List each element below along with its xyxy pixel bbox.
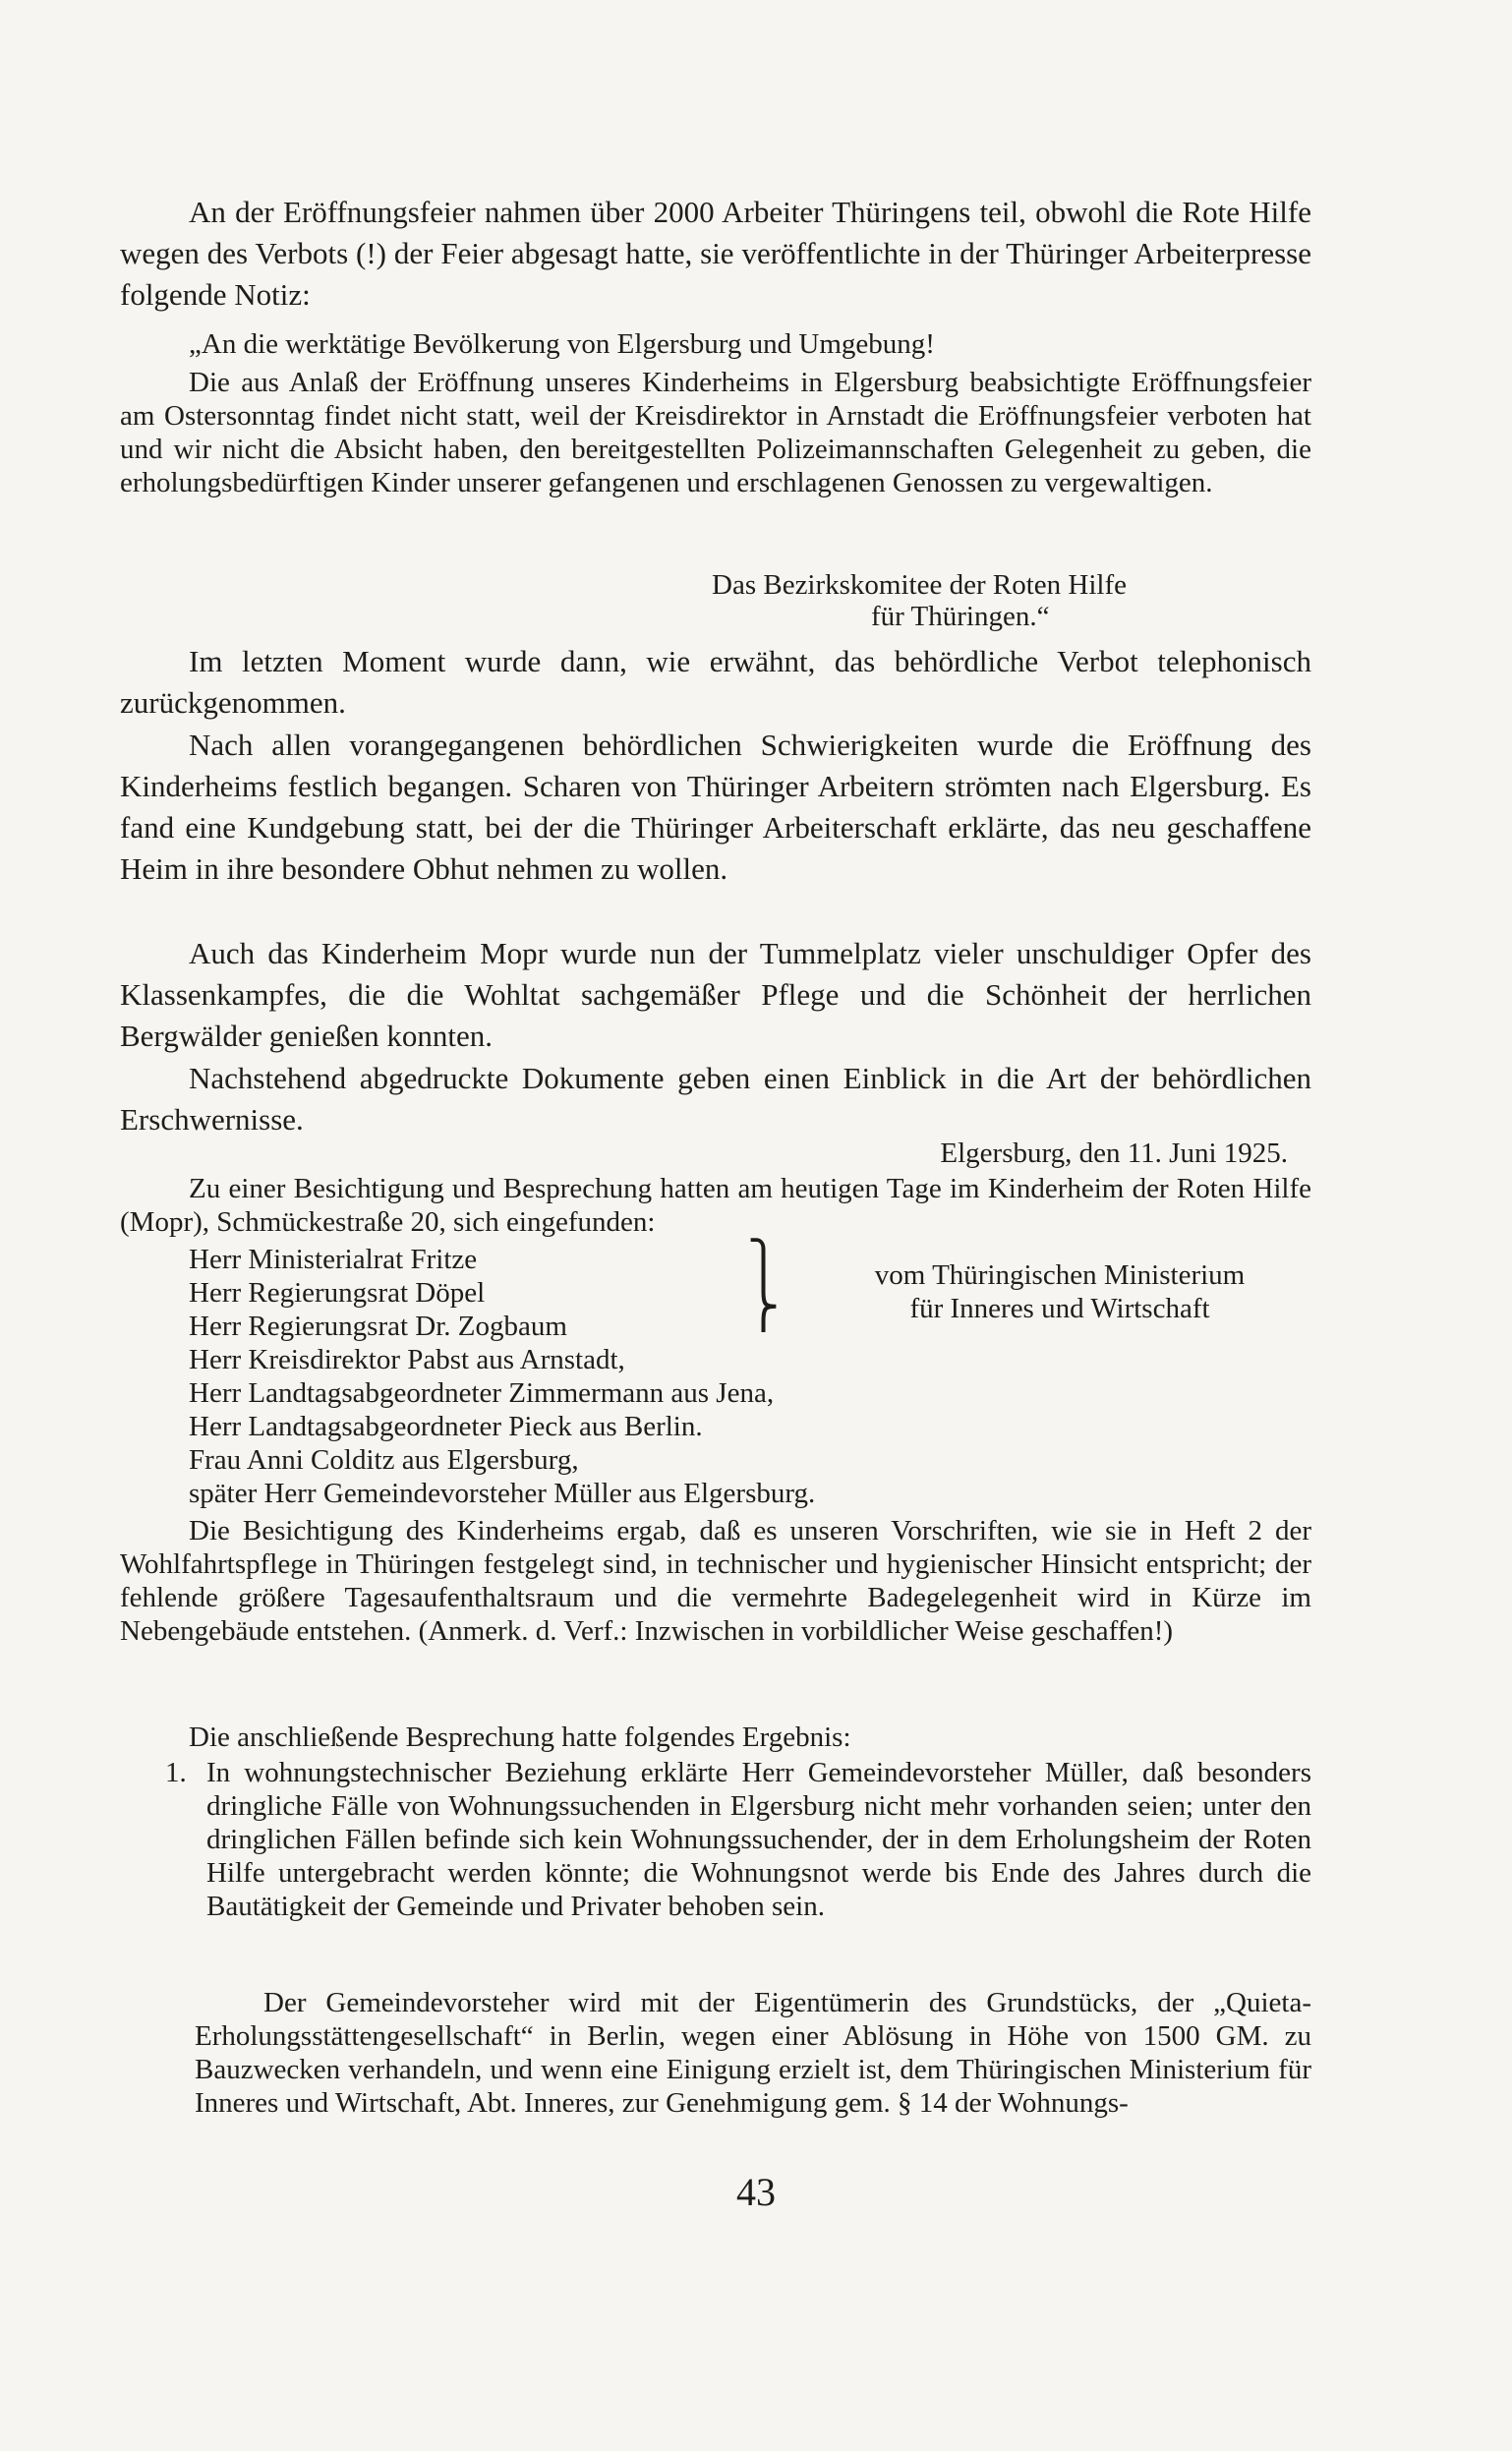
curly-brace-icon: ⎫ ⎬: [747, 1240, 780, 1331]
attendee-name: Herr Ministerialrat Fritze: [189, 1244, 478, 1275]
notice-signature-line2: für Thüringen.“: [871, 601, 1050, 632]
attendees-grouped-list: [189, 1243, 739, 1343]
document-date: Elgersburg, den 11. Juni 1925.: [940, 1138, 1288, 1169]
affiliation-line: vom Thüringischen Ministerium: [874, 1259, 1246, 1291]
notice-body: Die aus Anlaß der Eröffnung unseres Kinderheims in Elgersburg beabsichtigte Eröffnungsfeier am Ostersonntag findet nicht statt, weil der Kreisdirektor in Arnstadt die Eröffnungsfeier verboten hat und wir nicht die Absicht haben, den bereitgestellten Polizeimannschaften Gelegenheit zu geben, die erholungsbedürftigen Kinder unserer gefangenen und erschlagenen Genossen zu vergewaltigen.: [120, 367, 1311, 498]
paragraph-ban-lifted: Im letzten Moment wurde dann, wie erwähnt, das behördliche Verbot telephonisch zurückgenommen.: [120, 644, 1311, 720]
paragraph-inspection-result: Die Besichtigung des Kinderheims ergab, daß es unseren Vorschriften, wie sie in Heft 2 der Wohlfahrtspflege in Thüringen festgelegt sind, in technischer und hygienischer Hinsicht entspricht; der fehlende größere Tagesaufenthaltsraum und die vermehrte Badegelegenheit wird in Kürze im Nebengebäude entstehen. (Anmerk. d. Verf.: Inzwischen in vorbildlicher Weise geschaffen!): [120, 1515, 1311, 1647]
attendee-name: Herr Landtagsabgeordneter Zimmermann aus Jena,: [189, 1377, 775, 1409]
paragraph-documents-intro: Nachstehend abgedruckte Dokumente geben einen Einblick in die Art der behördlichen Erschwernisse.: [120, 1061, 1311, 1137]
notice-heading: „An die werktätige Bevölkerung von Elgersburg und Umgebung!: [189, 328, 935, 360]
document-intro: Zu einer Besichtigung und Besprechung hatten am heutigen Tage im Kinderheim der Roten Hilfe (Mopr), Schmückestraße 20, sich eingefunden:: [120, 1173, 1311, 1238]
affiliation-line: für Inneres und Wirtschaft: [909, 1293, 1210, 1324]
paragraph-opening-celebrated: Nach allen vorangegangenen behördlichen Schwierigkeiten wurde die Eröffnung des Kinderheims festlich begangen. Scharen von Thüringer Arbeitern strömten nach Elgersburg. Es fand eine Kundgebung statt, bei der die Thüringer Arbeiterschaft erklärte, das neu geschaffene Heim in ihre besondere Obhut nehmen zu wollen.: [120, 728, 1311, 886]
paragraph-opening: An der Eröffnungsfeier nahmen über 2000 Arbeiter Thüringens teil, obwohl die Rote Hilfe wegen des Verbots (!) der Feier abgesagt hatte, sie veröffentlichte in der Thüringer Arbeiterpresse folgende Notiz:: [120, 195, 1311, 312]
attendee-name: Herr Landtagsabgeordneter Pieck aus Berlin.: [189, 1411, 703, 1442]
notice-signature-line1: Das Bezirkskomitee der Roten Hilfe: [712, 569, 1127, 601]
attendee-name: später Herr Gemeindevorsteher Müller aus Elgersburg.: [189, 1478, 816, 1509]
attendee-name: Herr Regierungsrat Dr. Zogbaum: [189, 1311, 567, 1342]
attendee-name: Herr Regierungsrat Döpel: [189, 1277, 486, 1309]
attendee-name: Herr Kreisdirektor Pabst aus Arnstadt,: [189, 1344, 625, 1375]
attendees-group-affiliation: [785, 1258, 1335, 1325]
page-number: 43: [736, 2170, 776, 2214]
attendees-other-list: [189, 1343, 1270, 1510]
paragraph-kinderheim-mopr: Auch das Kinderheim Mopr wurde nun der Tummelplatz vieler unschuldiger Opfer des Klassenkampfes, die die Wohltat sachgemäßer Pflege und die Schönheit der herrlichen Bergwälder genießen konnten.: [120, 936, 1311, 1053]
paragraph-negotiation: Der Gemeindevorsteher wird mit der Eigentümerin des Grundstücks, der „Quieta-Erholungsstättengesellschaft“ in Berlin, wegen einer Ablösung in Höhe von 1500 GM. zu Bauzwecken verhandeln, und wenn eine Einigung erzielt ist, dem Thüringischen Ministerium für Inneres und Wirtschaft, Abt. Inneres, zur Genehmigung gem. § 14 der Wohnungs-: [195, 1987, 1311, 2119]
attendee-name: Frau Anni Colditz aus Elgersburg,: [189, 1444, 579, 1476]
list-item-number: 1.: [165, 1757, 187, 1788]
list-item-housing: In wohnungstechnischer Beziehung erklärte Herr Gemeindevorsteher Müller, daß besonders dringliche Fälle von Wohnungssuchenden in Elgersburg nicht mehr vorhanden seien; unter den dringlichen Fällen befinde sich kein Wohnungssuchender, der in dem Erholungsheim der Roten Hilfe untergebracht werden könnte; die Wohnungsnot werde bis Ende des Jahres durch die Bautätigkeit der Gemeinde und Privater behoben sein.: [206, 1757, 1311, 1922]
paragraph-discussion-result: Die anschließende Besprechung hatte folgendes Ergebnis:: [189, 1722, 851, 1753]
